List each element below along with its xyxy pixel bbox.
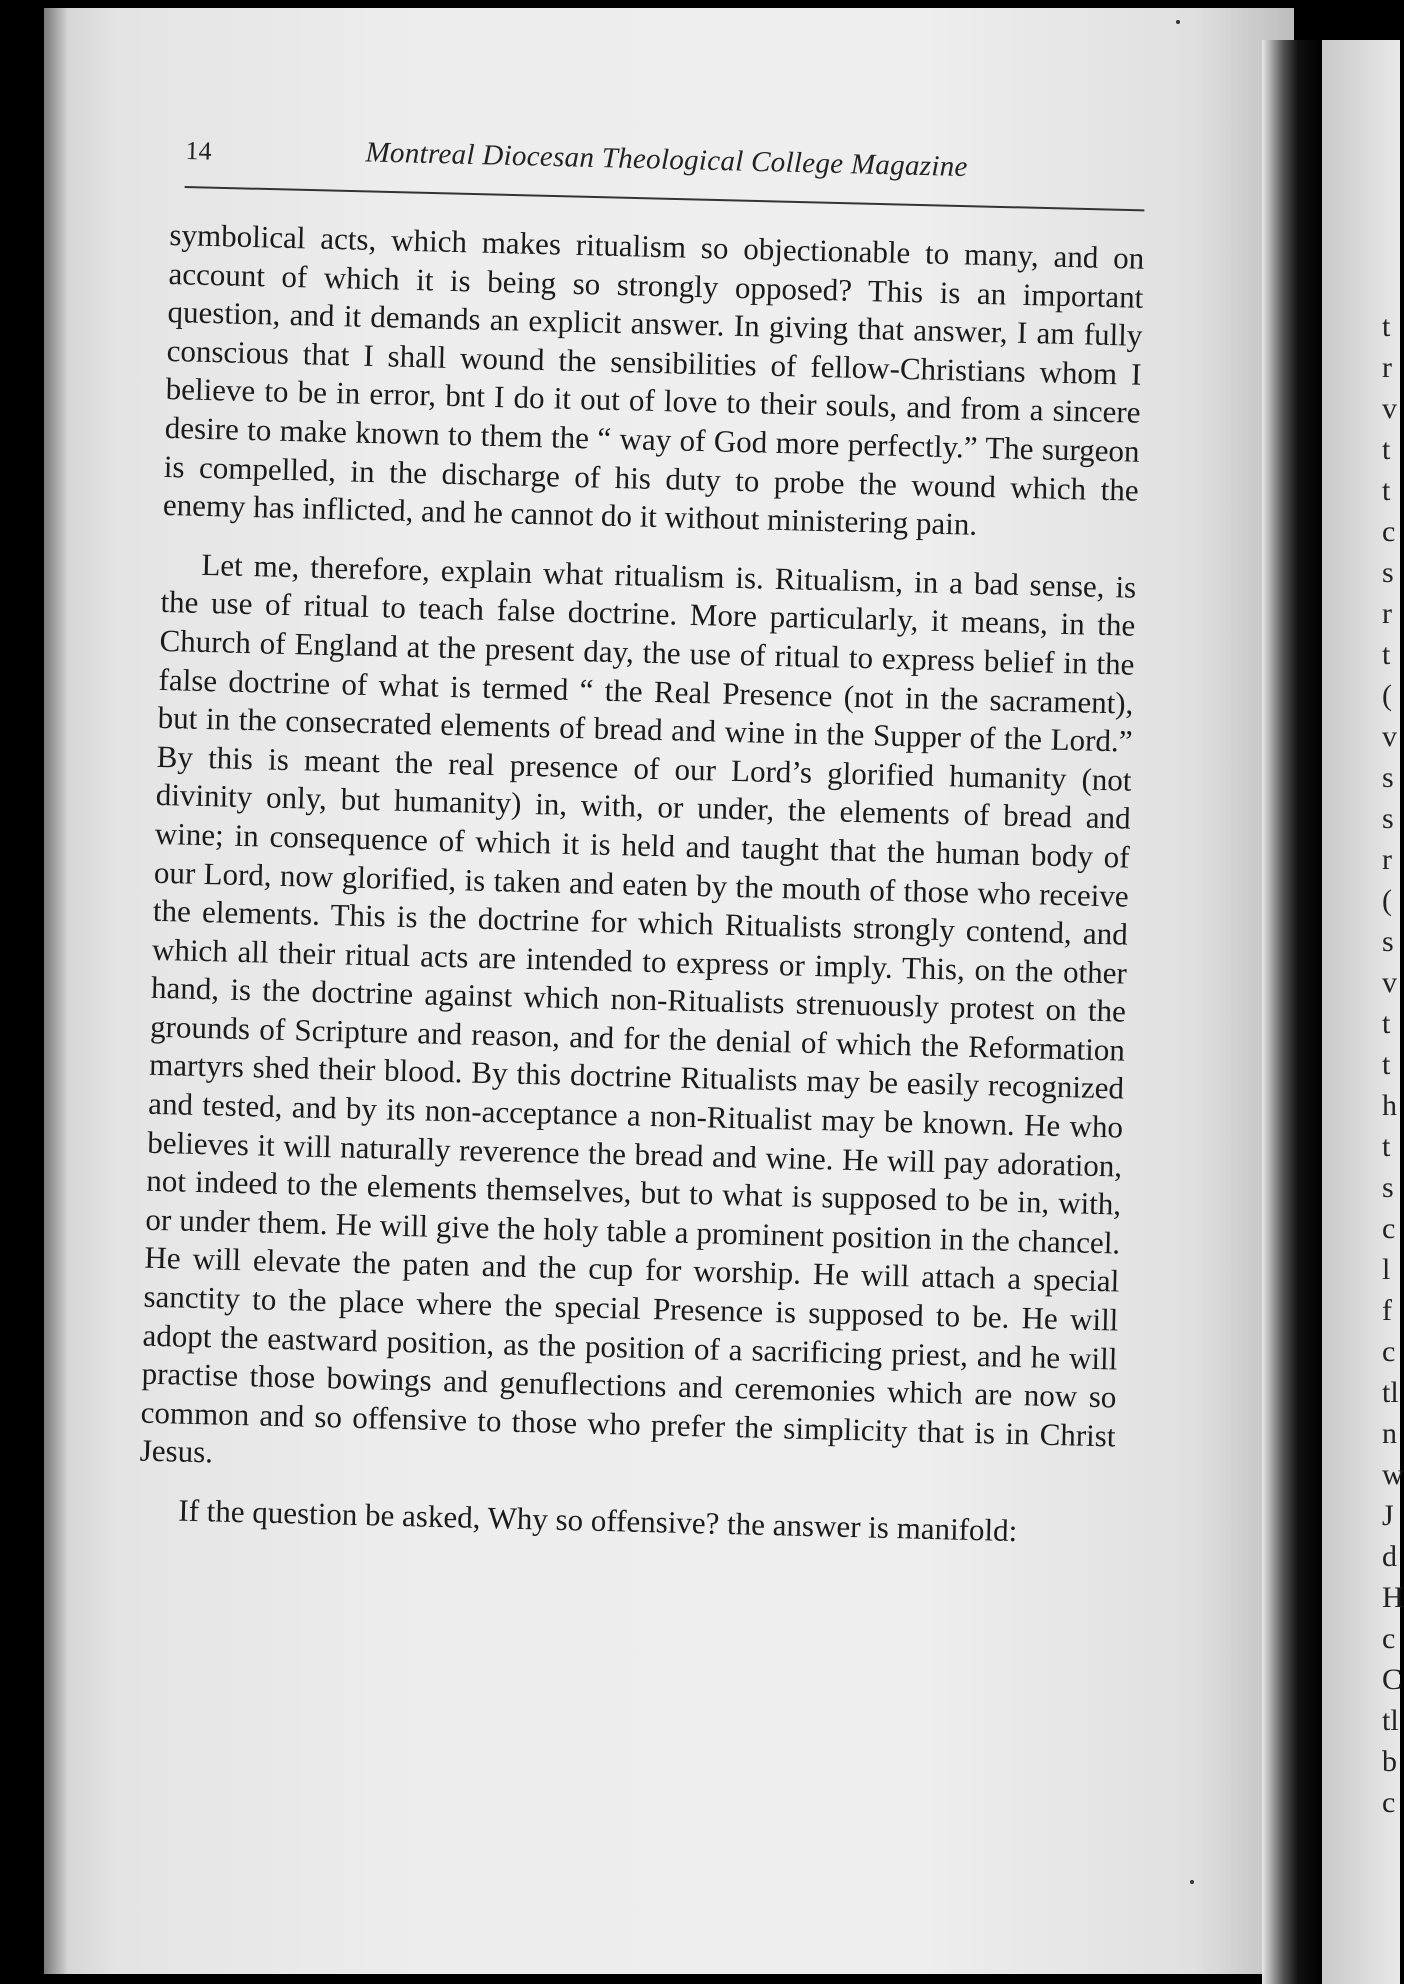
facing-page-letter: w bbox=[1382, 1458, 1404, 1491]
facing-page-letter: t bbox=[1382, 1007, 1391, 1040]
facing-page-letter: c bbox=[1382, 1622, 1396, 1655]
facing-page-letter: c bbox=[1382, 1786, 1396, 1819]
facing-page-letter: ( bbox=[1382, 679, 1392, 712]
page-number: 14 bbox=[185, 135, 212, 166]
facing-page-letter: s bbox=[1382, 925, 1394, 958]
body-text bbox=[137, 216, 1144, 1573]
facing-page-letter: C bbox=[1382, 1663, 1403, 1696]
facing-page-letter: h bbox=[1382, 1089, 1397, 1122]
facing-page-letter: t bbox=[1382, 474, 1391, 507]
facing-page-letter: r bbox=[1382, 351, 1392, 384]
facing-page-letter: t bbox=[1382, 433, 1391, 466]
facing-page-letter: s bbox=[1382, 556, 1394, 589]
facing-page-letter: r bbox=[1382, 843, 1392, 876]
facing-page-letter: r bbox=[1382, 597, 1392, 630]
facing-page-edge bbox=[1322, 40, 1404, 1984]
facing-page-letter: b bbox=[1382, 1745, 1397, 1778]
facing-page-letter: c bbox=[1382, 1335, 1396, 1368]
facing-page-letter: ( bbox=[1382, 884, 1392, 917]
facing-page-letter: t bbox=[1382, 1048, 1391, 1081]
facing-page-letter: t bbox=[1382, 638, 1391, 671]
scan-speck bbox=[1176, 20, 1180, 24]
paragraph-1: symbolical acts, which makes ritualism so objectionable to many, and on account of which it is being so strongly opposed? This is an important question, and it demands an explicit answer. In giving that answer, I am fully conscious that I shall wound the sensibilities of fellow-Christians whom I believe to be in error, bnt I do it out of love to their souls, and from a sincere desire to make known to them the “ way of God more perfectly.” The surgeon is compelled, in the discharge of his duty to probe the wound which the enemy has inflicted, and he cannot do it without ministering pain. bbox=[162, 216, 1145, 542]
facing-page-letter: s bbox=[1382, 802, 1394, 835]
scan-speck bbox=[1190, 1880, 1194, 1884]
paragraph-3: If the question be asked, Why so offensive? the answer is manifold: bbox=[177, 1492, 1018, 1549]
facing-page-letter: c bbox=[1382, 515, 1396, 548]
page-left-shadow bbox=[44, 8, 68, 1974]
facing-page-letter: c bbox=[1382, 1212, 1396, 1245]
facing-page-letter: n bbox=[1382, 1417, 1397, 1450]
facing-page-letter: J bbox=[1382, 1499, 1394, 1532]
facing-page-letter: s bbox=[1382, 761, 1394, 794]
facing-page-letter: d bbox=[1382, 1540, 1397, 1573]
facing-page-letter: f bbox=[1382, 1294, 1392, 1327]
book-gutter bbox=[1262, 40, 1322, 1984]
facing-page-letter: t bbox=[1382, 1130, 1391, 1163]
facing-page-letter: v bbox=[1382, 966, 1397, 999]
paragraph-2: Let me, therefore, explain what ritualism is. Ritualism, in a bad sense, is the use of ritual to teach false doctrine. More particularly, it means, in the Church of England at the present day, the use of ritual to express belief in the false doctrine of what is termed “ the Real Presence (not in the sacrament), but in the consecrated elements of bread and wine in the Supper of the Lord.” By this is meant the real presence of our Lord’s glorified humanity (not divinity only, but humanity) in, with, or under, the elements of bread and wine; in consequence of which it is held and taught that the human body of our Lord, now glorified, is taken and eaten by the mouth of those who receive the elements. This is the doctrine for which Ritualists strongly contend, and which all their ritual acts are intended to express or imply. This, on the other hand, is the doctrine against which non-Ritualists strenuously protest on the grounds of Scripture and reason, and for the denial of which the Reformation martyrs shed their blood. By this doctrine Ritualists may be easily recognized and tested, and by its non-acceptance a non-Ritualist may be known. He who believes it will naturally reverence the bread and wine. He will pay adoration, not indeed to the elements themselves, but to what is supposed to be in, with, or under them. He will give the holy table a prominent position in the chancel. He will elevate the paten and the cup for worship. He will attach a special sanctity to the place where the special Presence is supposed to be. He will adopt the eastward position, as the position of a sacrificing priest, and he will practise those bowings and genuflections and ceremonies which are now so common and so offensive to those who prefer the simplicity that is in Christ Jesus. bbox=[139, 546, 1137, 1470]
facing-page-letter: v bbox=[1382, 720, 1397, 753]
facing-page-letter: l bbox=[1382, 1253, 1391, 1286]
facing-page-letter: v bbox=[1382, 392, 1397, 425]
facing-page-letter: s bbox=[1382, 1171, 1394, 1204]
facing-page-letter: tl bbox=[1382, 1704, 1399, 1737]
facing-page-letter: tl bbox=[1382, 1376, 1399, 1409]
running-title: Montreal Diocesan Theological College Magazine bbox=[365, 136, 969, 184]
facing-page-letter: t bbox=[1382, 310, 1391, 343]
facing-page-letter: H bbox=[1382, 1581, 1404, 1614]
